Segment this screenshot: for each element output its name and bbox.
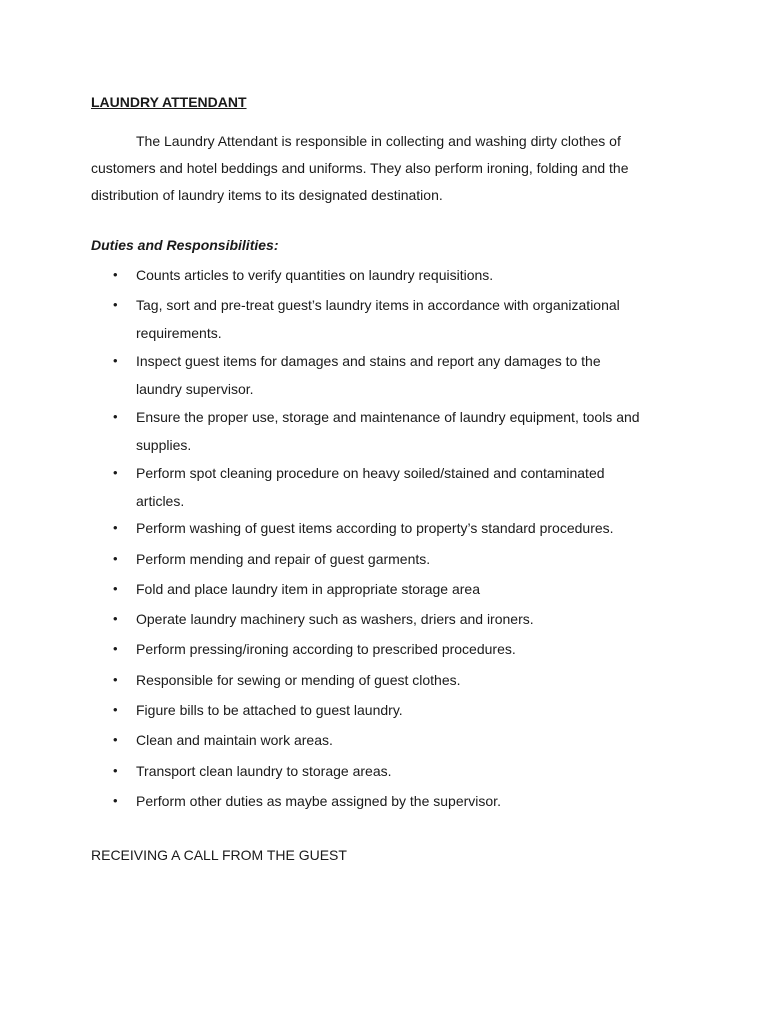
duty-text <box>136 459 605 515</box>
bullet-icon: • <box>113 409 118 424</box>
duty-line: Perform mending and repair of guest garments. <box>136 551 431 567</box>
duty-text <box>136 514 614 542</box>
bullet-icon: • <box>113 551 118 566</box>
bullet-icon: • <box>113 267 118 282</box>
duty-text <box>136 545 430 573</box>
duty-line: articles. <box>136 493 185 509</box>
duty-text <box>136 347 601 403</box>
bullet-icon: • <box>113 297 118 312</box>
duty-text <box>136 605 534 633</box>
duty-text <box>136 757 392 785</box>
duty-line: Counts articles to verify quantities on laundry requisitions. <box>136 267 494 283</box>
duty-line: supplies. <box>136 437 192 453</box>
bullet-icon: • <box>113 732 118 747</box>
duty-line: Operate laundry machinery such as washers, driers and ironers. <box>136 611 534 627</box>
bullet-icon: • <box>113 763 118 778</box>
duty-text <box>136 261 493 289</box>
duty-line: Transport clean laundry to storage areas. <box>136 763 392 779</box>
duties-heading: Duties and Responsibilities: <box>91 237 279 253</box>
duty-line: Perform spot cleaning procedure on heavy soiled/stained and contaminated <box>136 465 605 481</box>
duty-text <box>136 696 403 724</box>
duty-line: requirements. <box>136 325 222 341</box>
duty-line: Fold and place laundry item in appropriate storage area <box>136 581 480 597</box>
duty-text <box>136 666 461 694</box>
section-heading-receiving-call: RECEIVING A CALL FROM THE GUEST <box>91 847 347 863</box>
intro-line: distribution of laundry items to its designated destination. <box>91 187 443 203</box>
duty-line: Ensure the proper use, storage and maintenance of laundry equipment, tools and <box>136 409 640 425</box>
bullet-icon: • <box>113 702 118 717</box>
duty-text <box>136 635 516 663</box>
duty-line: Perform other duties as maybe assigned by the supervisor. <box>136 793 501 809</box>
duty-line: Inspect guest items for damages and stains and report any damages to the <box>136 353 601 369</box>
document-title: LAUNDRY ATTENDANT <box>91 94 247 110</box>
intro-line: customers and hotel beddings and uniforms. They also perform ironing, folding and the <box>91 160 629 176</box>
duty-line: Perform pressing/ironing according to prescribed procedures. <box>136 641 516 657</box>
duty-text <box>136 787 501 815</box>
duty-line: Figure bills to be attached to guest laundry. <box>136 702 403 718</box>
bullet-icon: • <box>113 520 118 535</box>
bullet-icon: • <box>113 611 118 626</box>
bullet-icon: • <box>113 641 118 656</box>
intro-paragraph <box>91 128 691 209</box>
bullet-icon: • <box>113 672 118 687</box>
intro-line: The Laundry Attendant is responsible in collecting and washing dirty clothes of <box>136 133 621 149</box>
duty-line: Clean and maintain work areas. <box>136 732 333 748</box>
bullet-icon: • <box>113 581 118 596</box>
duty-text <box>136 403 640 459</box>
bullet-icon: • <box>113 793 118 808</box>
bullet-icon: • <box>113 353 118 368</box>
bullet-icon: • <box>113 465 118 480</box>
duty-line: Perform washing of guest items according to property’s standard procedures. <box>136 520 614 536</box>
duty-line: Tag, sort and pre-treat guest’s laundry items in accordance with organizational <box>136 297 620 313</box>
duty-line: laundry supervisor. <box>136 381 254 397</box>
duty-text <box>136 291 620 347</box>
duty-line: Responsible for sewing or mending of guest clothes. <box>136 672 461 688</box>
duty-text <box>136 726 333 754</box>
duty-text <box>136 575 480 603</box>
